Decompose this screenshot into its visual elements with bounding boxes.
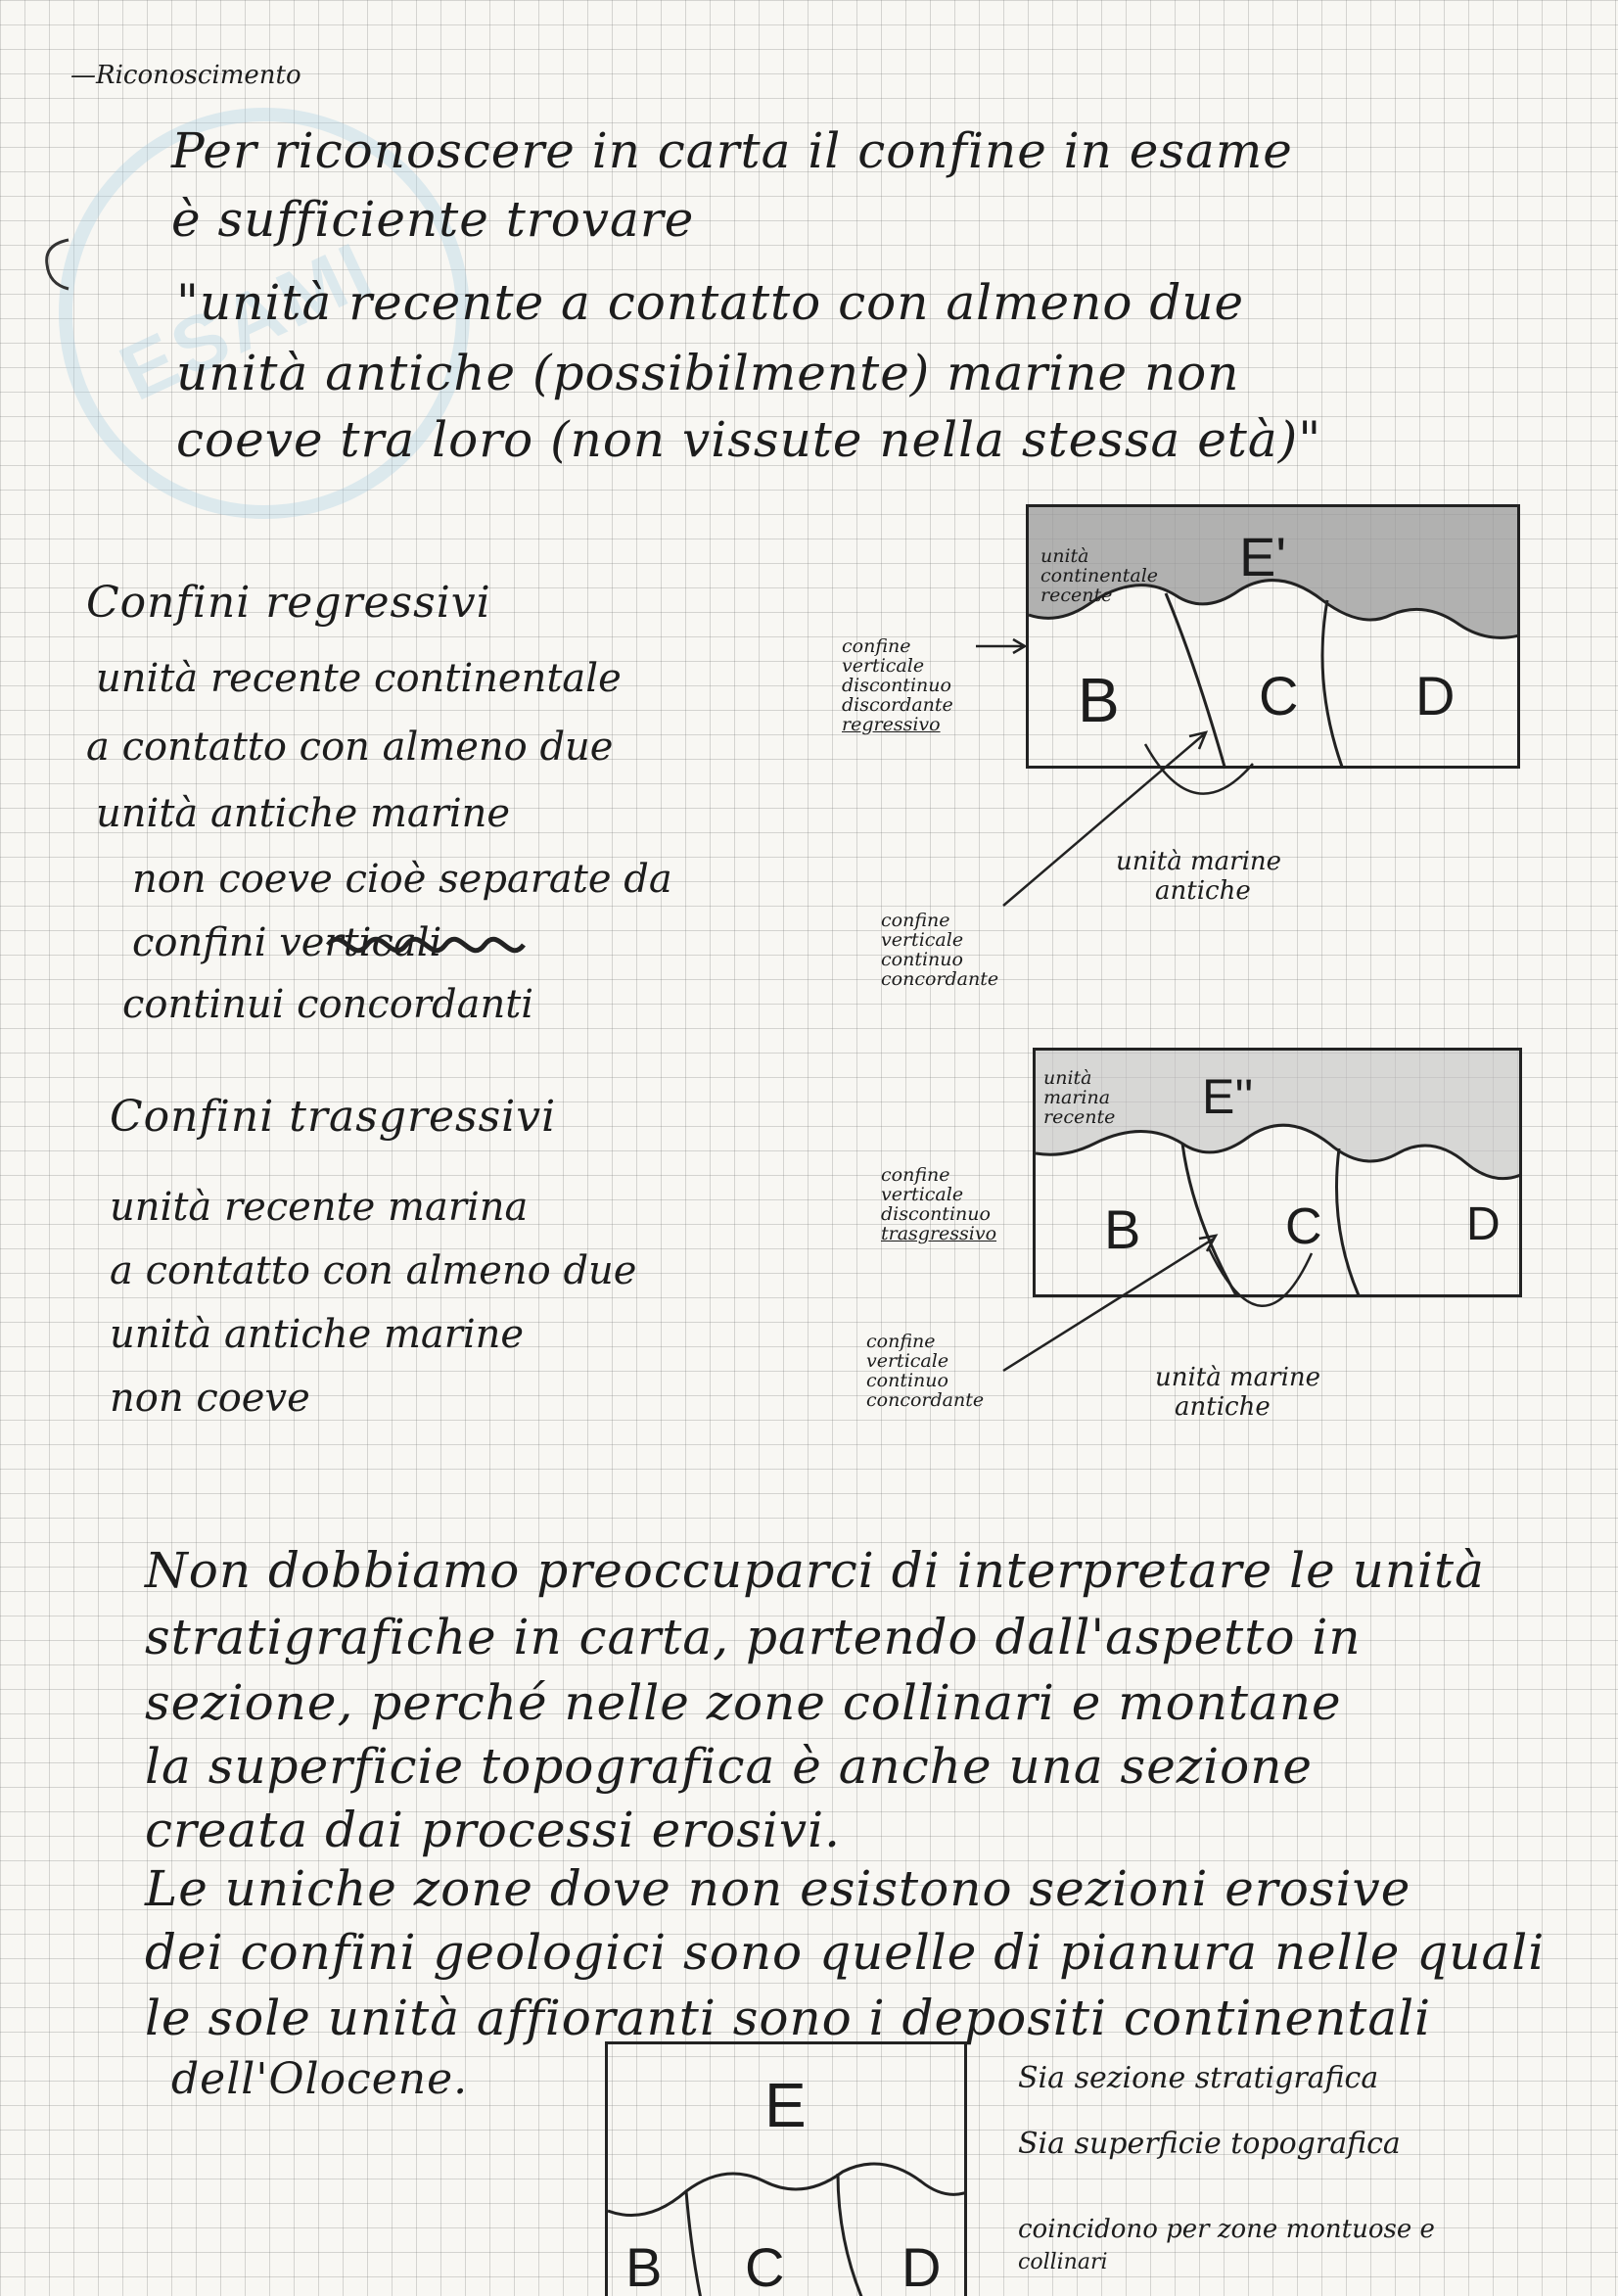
regressivi-line-2: a contatto con almeno due xyxy=(86,725,614,770)
conclusion-line-5: creata dai processi erosivi. xyxy=(145,1802,841,1858)
diagram-trasgressivi-d-label: D xyxy=(1466,1198,1501,1250)
regressivi-line-5: confini verticali xyxy=(132,920,442,965)
conclusion-line-6: Le uniche zone dove non esistono sezioni erosive xyxy=(145,1860,1411,1917)
watermark-seal: ESAMI xyxy=(0,40,537,586)
trasgressivi-left-note: confine verticale discontinuo trasgressivo xyxy=(881,1164,997,1244)
regressivi-left-note: confine verticale discontinuo discordante regressivo xyxy=(842,635,953,735)
regressivi-bottom-note: confine verticale continuo concordante xyxy=(881,910,999,990)
scribble-mark xyxy=(323,925,529,964)
diagram-final-e-label: E xyxy=(764,2070,807,2140)
trasgressivi-line-1: unità recente marina xyxy=(110,1185,529,1230)
trasgressivi-title: Confini trasgressivi xyxy=(110,1092,557,1142)
conclusion-line-8: le sole unità affioranti sono i depositi continentali xyxy=(145,1990,1432,2046)
diagram-regressivi-unit-label: unità continentale recente xyxy=(1040,545,1159,606)
diagram-final-b-label: B xyxy=(625,2236,663,2296)
margin-bracket xyxy=(39,235,78,294)
trasgressivi-bottom-note: confine verticale continuo concordante xyxy=(866,1331,985,1411)
diagram-final xyxy=(605,2041,967,2296)
final-note-3: coincidono per zone montuose e xyxy=(1018,2215,1435,2244)
intro-line-4: unità antiche (possibilmente) marine non xyxy=(176,345,1240,401)
conclusion-line-7: dei confini geologici sono quelle di pianura nelle quali xyxy=(145,1924,1546,1981)
arrow-to-diagram-regressivi xyxy=(974,636,1033,656)
diagram-regressivi-e-label: E' xyxy=(1239,526,1287,587)
regressivi-line-1: unità recente continentale xyxy=(96,656,622,701)
conclusion-line-4: la superficie topografica è anche una sezione xyxy=(145,1738,1314,1795)
conclusion-line-1: Non dobbiamo preoccuparci di interpretare le unità xyxy=(145,1542,1485,1599)
regressivi-line-3: unità antiche marine xyxy=(96,791,511,836)
diagram-regressivi-b-label: B xyxy=(1078,665,1120,735)
diagram-regressivi-d-label: D xyxy=(1415,665,1456,726)
regressivi-line-6: continui concordanti xyxy=(122,982,534,1027)
conclusion-line-3: sezione, perché nelle zone collinari e montane xyxy=(145,1674,1342,1731)
regressivi-line-4: non coeve cioè separate da xyxy=(132,857,672,902)
final-note-1: Sia sezione stratigrafica xyxy=(1018,2061,1379,2095)
diagram-final-d-label: D xyxy=(901,2236,942,2296)
diagram-trasgressivi-b-label: B xyxy=(1104,1198,1141,1260)
diagram-trasgressivi-unit-label: unità marina recente xyxy=(1043,1067,1116,1128)
intro-line-5: coeve tra loro (non vissute nella stessa età)" xyxy=(176,411,1322,468)
trasgressivi-right-note: unità marine antiche xyxy=(1155,1363,1321,1422)
final-note-2: Sia superficie topografica xyxy=(1018,2127,1401,2161)
diagram-regressivi-c-label: C xyxy=(1259,665,1299,726)
intro-line-1: Per riconoscere in carta il confine in esame xyxy=(171,122,1293,179)
conclusion-line-2: stratigrafiche in carta, partendo dall'aspetto in xyxy=(145,1609,1362,1665)
final-note-4: collinari xyxy=(1018,2250,1108,2274)
trasgressivi-line-4: non coeve xyxy=(110,1376,310,1421)
regressivi-right-note: unità marine antiche xyxy=(1116,847,1282,906)
trasgressivi-line-3: unità antiche marine xyxy=(110,1312,525,1357)
intro-line-3: "unità recente a contatto con almeno due xyxy=(176,274,1245,331)
intro-line-2: è sufficiente trovare xyxy=(171,191,695,248)
conclusion-line-9: dell'Olocene. xyxy=(171,2054,469,2104)
section-label: —Riconoscimento xyxy=(70,61,301,90)
diagram-trasgressivi-e-label: E'' xyxy=(1202,1069,1254,1124)
regressivi-title: Confini regressivi xyxy=(86,578,491,628)
diagram-trasgressivi-c-label: C xyxy=(1285,1198,1322,1255)
trasgressivi-line-2: a contatto con almeno due xyxy=(110,1248,637,1293)
diagram-final-c-label: C xyxy=(745,2236,785,2296)
